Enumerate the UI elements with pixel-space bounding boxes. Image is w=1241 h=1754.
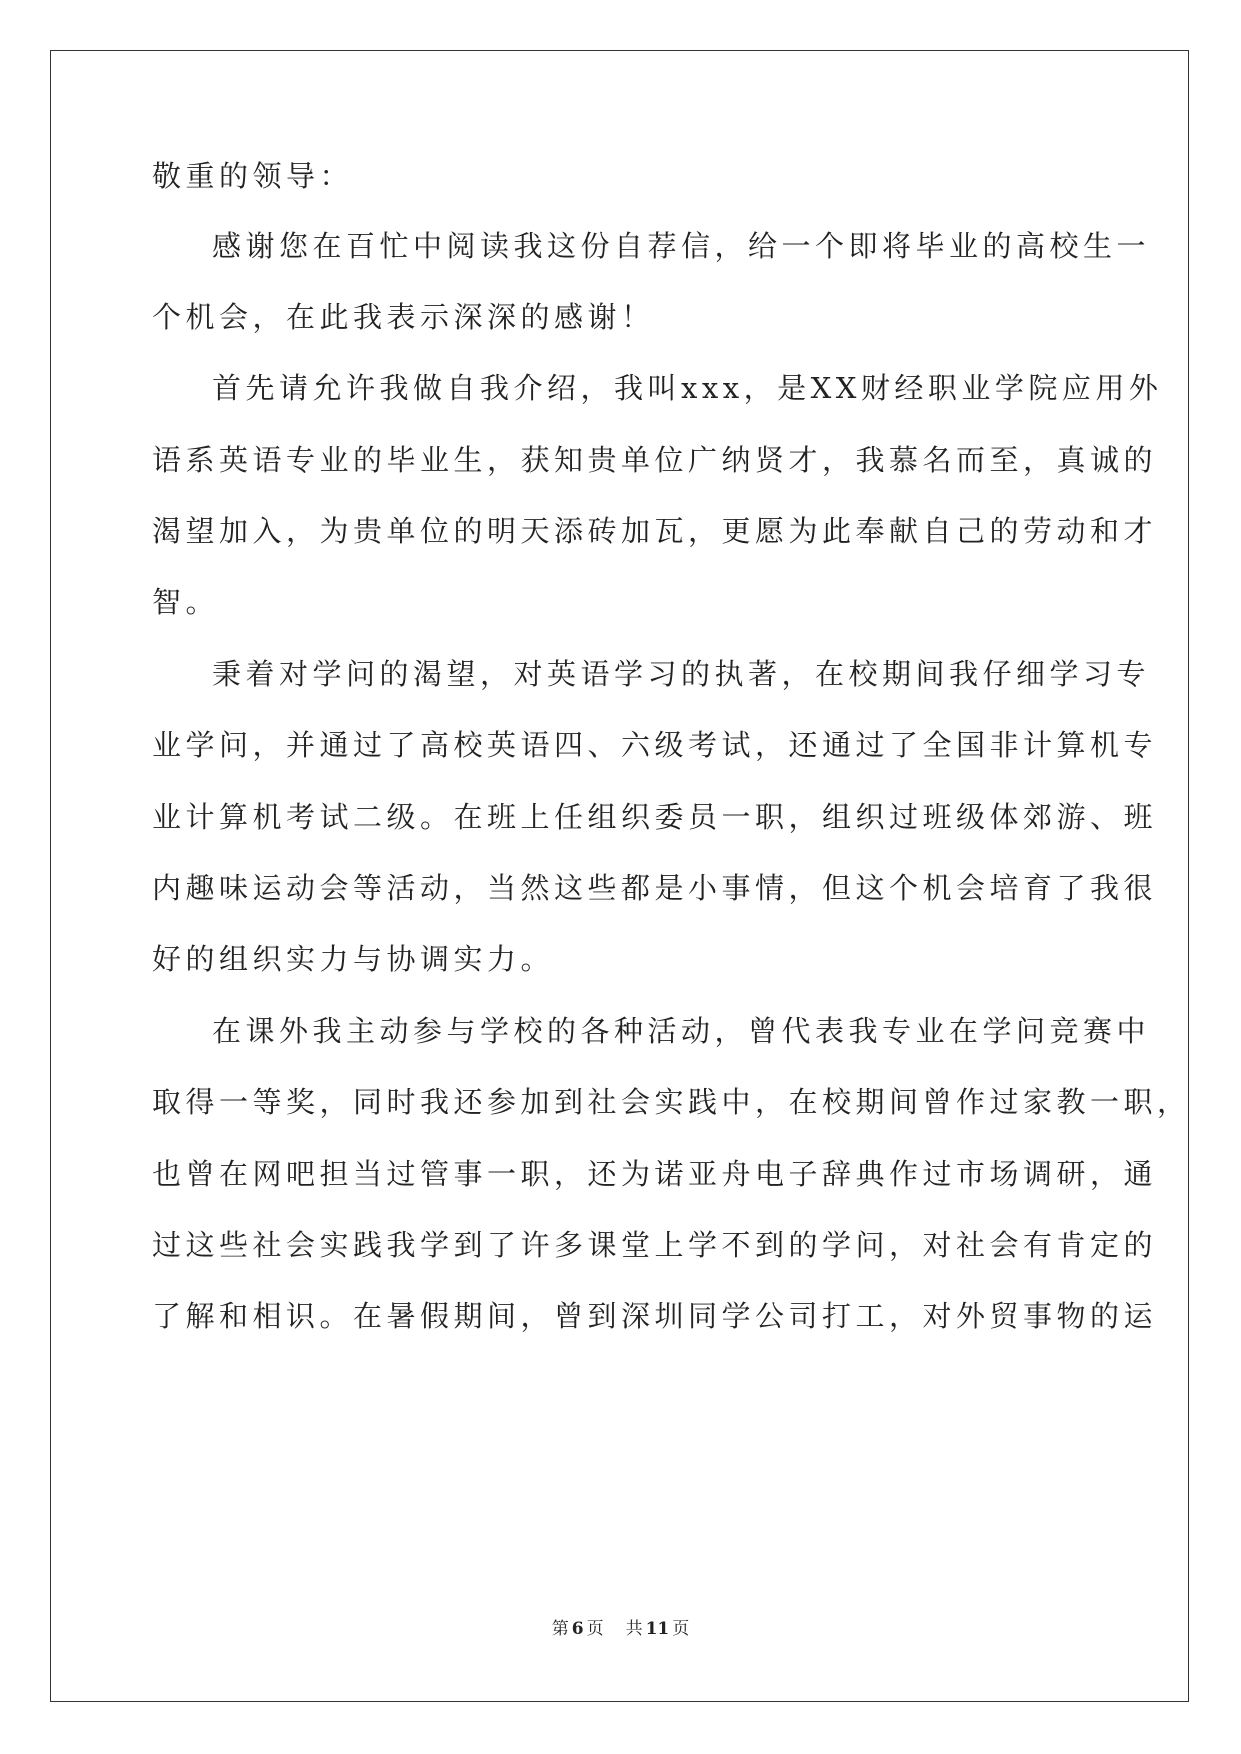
- page-unit: 页: [586, 1619, 604, 1639]
- body-line: 了解和相识。在暑假期间，曾到深圳同学公司打工，对外贸事物的运: [152, 1299, 1158, 1333]
- body-line: 语系英语专业的毕业生，获知贵单位广纳贤才，我慕名而至，真诚的: [152, 443, 1158, 477]
- body-line: 过这些社会实践我学到了许多课堂上学不到的学问，对社会有肯定的: [152, 1228, 1158, 1262]
- body-line: 取得一等奖，同时我还参加到社会实践中，在校期间曾作过家教一职，: [152, 1085, 1191, 1119]
- body-line: 个机会，在此我表示深深的感谢！: [152, 300, 655, 334]
- body-line: 内趣味运动会等活动，当然这些都是小事情，但这个机会培育了我很: [152, 871, 1158, 905]
- current-page-number: 6: [571, 1619, 584, 1639]
- body-line: 业学问，并通过了高校英语四、六级考试，还通过了全国非计算机专: [152, 728, 1158, 762]
- page-prefix: 第: [551, 1619, 569, 1639]
- body-line: 感谢您在百忙中阅读我这份自荐信，给一个即将毕业的高校生一: [212, 229, 1151, 263]
- total-page-number: 11: [645, 1619, 670, 1639]
- total-unit: 页: [672, 1619, 690, 1639]
- body-line: 好的组织实力与协调实力。: [152, 942, 555, 976]
- body-line: 也曾在网吧担当过管事一职，还为诺亚舟电子辞典作过市场调研，通: [152, 1157, 1158, 1191]
- page-number-footer: [0, 1617, 1241, 1641]
- body-line: 业计算机考试二级。在班上任组织委员一职，组织过班级体郊游、班: [152, 800, 1158, 834]
- body-line: 渴望加入，为贵单位的明天添砖加瓦，更愿为此奉献自己的劳动和才: [152, 514, 1158, 548]
- body-line: 首先请允许我做自我介绍，我叫xxx，是XX财经职业学院应用外: [212, 371, 1163, 405]
- body-line: 在课外我主动参与学校的各种活动，曾代表我专业在学问竞赛中: [212, 1014, 1151, 1048]
- salutation-line: 敬重的领导：: [152, 159, 354, 193]
- body-line: 智。: [152, 585, 220, 619]
- total-prefix: 共: [625, 1619, 643, 1639]
- body-line: 秉着对学问的渴望，对英语学习的执著，在校期间我仔细学习专: [212, 657, 1151, 691]
